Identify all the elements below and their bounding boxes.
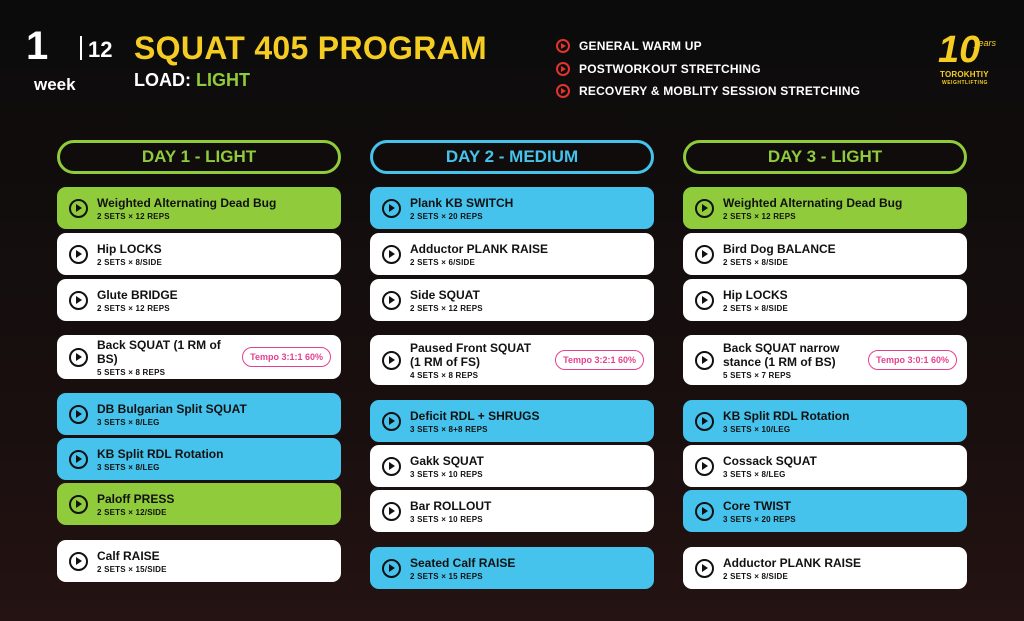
exercise-name: Plank KB SWITCH <box>410 195 514 210</box>
exercise-card[interactable] <box>57 540 341 582</box>
exercise-sets: 4 SETS × 8 REPS <box>410 370 479 380</box>
exercise-card[interactable] <box>57 438 341 480</box>
play-icon[interactable] <box>382 559 401 578</box>
exercise-info <box>723 409 957 434</box>
logo-years: years <box>974 38 997 48</box>
exercise-name: Side SQUAT <box>410 287 480 302</box>
exercise-card[interactable] <box>57 233 341 275</box>
exercise-info <box>410 196 644 221</box>
load-value: LIGHT <box>196 70 251 90</box>
link-label: GENERAL WARM UP <box>579 39 702 54</box>
week-number: 1 <box>26 24 49 68</box>
play-icon[interactable] <box>695 245 714 264</box>
exercise-sets: 3 SETS × 8/LEG <box>97 417 160 427</box>
exercise-card[interactable] <box>57 335 341 379</box>
load-indicator <box>134 70 250 91</box>
exercise-name: Gakk SQUAT <box>410 453 484 468</box>
exercise-sets: 2 SETS × 15 REPS <box>410 571 483 581</box>
exercise-name: KB Split RDL Rotation <box>97 446 224 461</box>
play-icon[interactable] <box>382 245 401 264</box>
exercise-sets: 3 SETS × 8/LEG <box>97 462 160 472</box>
day-header: DAY 2 - MEDIUM <box>370 140 654 174</box>
exercise-sets: 5 SETS × 8 REPS <box>97 367 166 377</box>
exercise-card[interactable] <box>683 400 967 442</box>
exercise-name: Deficit RDL + SHRUGS <box>410 408 540 423</box>
exercise-info <box>723 499 957 524</box>
exercise-card[interactable] <box>370 400 654 442</box>
exercise-info <box>410 556 644 581</box>
exercise-info <box>410 454 644 479</box>
exercise-name: Calf RAISE <box>97 548 160 563</box>
exercise-card[interactable] <box>57 483 341 525</box>
exercise-name: Cossack SQUAT <box>723 453 817 468</box>
exercise-card[interactable] <box>57 279 341 321</box>
play-icon[interactable] <box>695 351 714 370</box>
exercise-name: Weighted Alternating Dead Bug <box>97 195 277 210</box>
exercise-sets: 2 SETS × 12 REPS <box>410 303 483 313</box>
exercise-info <box>723 556 957 581</box>
load-label: LOAD: <box>134 70 191 90</box>
play-icon[interactable] <box>69 245 88 264</box>
play-icon[interactable] <box>69 450 88 469</box>
exercise-sets: 2 SETS × 8/SIDE <box>723 257 789 267</box>
exercise-name: Bar ROLLOUT <box>410 498 492 513</box>
exercise-info <box>97 447 331 472</box>
exercise-info <box>410 499 644 524</box>
exercise-info <box>97 492 331 517</box>
tempo-badge: Tempo 3:0:1 60% <box>868 350 957 370</box>
exercise-sets: 5 SETS × 7 REPS <box>723 370 792 380</box>
exercise-sets: 2 SETS × 12 REPS <box>723 211 796 221</box>
tempo-badge: Tempo 3:1:1 60% <box>242 347 331 367</box>
week-label: week <box>34 75 76 94</box>
exercise-sets: 2 SETS × 8/SIDE <box>723 571 789 581</box>
logo-subtitle: WEIGHTLIFTING <box>942 80 988 86</box>
play-icon[interactable] <box>695 457 714 476</box>
exercise-sets: 3 SETS × 8+8 REPS <box>410 424 488 434</box>
play-icon <box>556 84 570 98</box>
exercise-name: Paloff PRESS <box>97 491 175 506</box>
exercise-card[interactable] <box>683 187 967 229</box>
week-total: 12 <box>88 37 113 62</box>
link-postworkout-stretching[interactable] <box>556 58 860 81</box>
brand-logo <box>938 30 1004 90</box>
week-divider <box>80 36 82 60</box>
exercise-card[interactable] <box>57 187 341 229</box>
logo-brand: TOROKHTIY <box>940 70 989 79</box>
exercise-name: Core TWIST <box>723 498 791 513</box>
exercise-info <box>97 288 331 313</box>
play-icon[interactable] <box>695 291 714 310</box>
exercise-sets: 2 SETS × 20 REPS <box>410 211 483 221</box>
play-icon[interactable] <box>695 559 714 578</box>
day-header: DAY 3 - LIGHT <box>683 140 967 174</box>
exercise-name: KB Split RDL Rotation <box>723 408 850 423</box>
exercise-info <box>97 196 331 221</box>
exercise-card[interactable] <box>370 547 654 589</box>
exercise-card[interactable] <box>370 279 654 321</box>
exercise-sets: 3 SETS × 20 REPS <box>723 514 796 524</box>
link-label: RECOVERY & MOBLITY SESSION STRETCHING <box>579 84 861 99</box>
exercise-sets: 3 SETS × 10 REPS <box>410 514 483 524</box>
exercise-card[interactable] <box>57 393 341 435</box>
exercise-sets: 2 SETS × 8/SIDE <box>723 303 789 313</box>
link-recovery-mobility[interactable] <box>556 80 860 103</box>
link-general-warm-up[interactable] <box>556 35 860 58</box>
exercise-card[interactable] <box>683 279 967 321</box>
exercise-card[interactable] <box>683 335 967 385</box>
link-label: POSTWORKOUT STRETCHING <box>579 61 761 76</box>
exercise-name: Back SQUAT (1 RM of BS) <box>97 337 221 366</box>
play-icon[interactable] <box>695 502 714 521</box>
play-icon[interactable] <box>695 199 714 218</box>
exercise-sets: 3 SETS × 10/LEG <box>723 424 791 434</box>
exercise-info <box>723 454 957 479</box>
play-icon[interactable] <box>382 351 401 370</box>
play-icon[interactable] <box>382 502 401 521</box>
stretching-links <box>556 35 860 103</box>
play-icon[interactable] <box>69 199 88 218</box>
exercise-sets: 2 SETS × 12/SIDE <box>97 507 167 517</box>
exercise-name: Hip LOCKS <box>723 287 788 302</box>
exercise-name: Hip LOCKS <box>97 241 162 256</box>
exercise-card[interactable] <box>370 445 654 487</box>
exercise-sets: 2 SETS × 15/SIDE <box>97 564 167 574</box>
exercise-sets: 2 SETS × 8/SIDE <box>97 257 163 267</box>
exercise-name: Glute BRIDGE <box>97 287 178 302</box>
exercise-info <box>723 196 957 221</box>
exercise-info <box>410 341 549 380</box>
exercise-info <box>723 341 862 380</box>
exercise-info <box>410 242 644 267</box>
exercise-info <box>97 549 331 574</box>
exercise-info <box>97 402 331 427</box>
exercise-sets: 2 SETS × 12 REPS <box>97 211 170 221</box>
exercise-card[interactable] <box>683 547 967 589</box>
exercise-name: Paused Front SQUAT (1 RM of FS) <box>410 340 532 369</box>
exercise-sets: 2 SETS × 12 REPS <box>97 303 170 313</box>
exercise-info <box>97 242 331 267</box>
exercise-name: Bird Dog BALANCE <box>723 241 836 256</box>
play-icon[interactable] <box>382 412 401 431</box>
week-indicator <box>24 24 113 96</box>
play-icon[interactable] <box>69 495 88 514</box>
exercise-name: Adductor PLANK RAISE <box>723 555 861 570</box>
play-icon[interactable] <box>382 199 401 218</box>
day-header: DAY 1 - LIGHT <box>57 140 341 174</box>
logo-number: 10 <box>938 29 981 71</box>
play-icon[interactable] <box>69 291 88 310</box>
exercise-card[interactable] <box>683 233 967 275</box>
play-icon[interactable] <box>69 552 88 571</box>
exercise-card[interactable] <box>370 233 654 275</box>
exercise-name: Back SQUAT narrow stance (1 RM of BS) <box>723 340 840 369</box>
program-title: SQUAT 405 PROGRAM <box>134 30 488 66</box>
exercise-info <box>410 409 644 434</box>
tempo-badge: Tempo 3:2:1 60% <box>555 350 644 370</box>
exercise-card[interactable] <box>370 335 654 385</box>
exercise-info <box>723 288 957 313</box>
exercise-card[interactable] <box>683 490 967 532</box>
exercise-sets: 3 SETS × 8/LEG <box>723 469 786 479</box>
exercise-info <box>410 288 644 313</box>
play-icon[interactable] <box>382 457 401 476</box>
play-icon[interactable] <box>382 291 401 310</box>
exercise-card[interactable] <box>370 187 654 229</box>
play-icon <box>556 62 570 76</box>
exercise-name: Weighted Alternating Dead Bug <box>723 195 903 210</box>
exercise-name: Seated Calf RAISE <box>410 555 516 570</box>
exercise-card[interactable] <box>683 445 967 487</box>
exercise-name: DB Bulgarian Split SQUAT <box>97 401 247 416</box>
play-icon <box>556 39 570 53</box>
play-icon[interactable] <box>69 348 88 367</box>
play-icon[interactable] <box>695 412 714 431</box>
exercise-info <box>97 338 236 377</box>
exercise-name: Adductor PLANK RAISE <box>410 241 548 256</box>
exercise-sets: 3 SETS × 10 REPS <box>410 469 483 479</box>
exercise-card[interactable] <box>370 490 654 532</box>
exercise-sets: 2 SETS × 6/SIDE <box>410 257 476 267</box>
exercise-info <box>723 242 957 267</box>
play-icon[interactable] <box>69 405 88 424</box>
